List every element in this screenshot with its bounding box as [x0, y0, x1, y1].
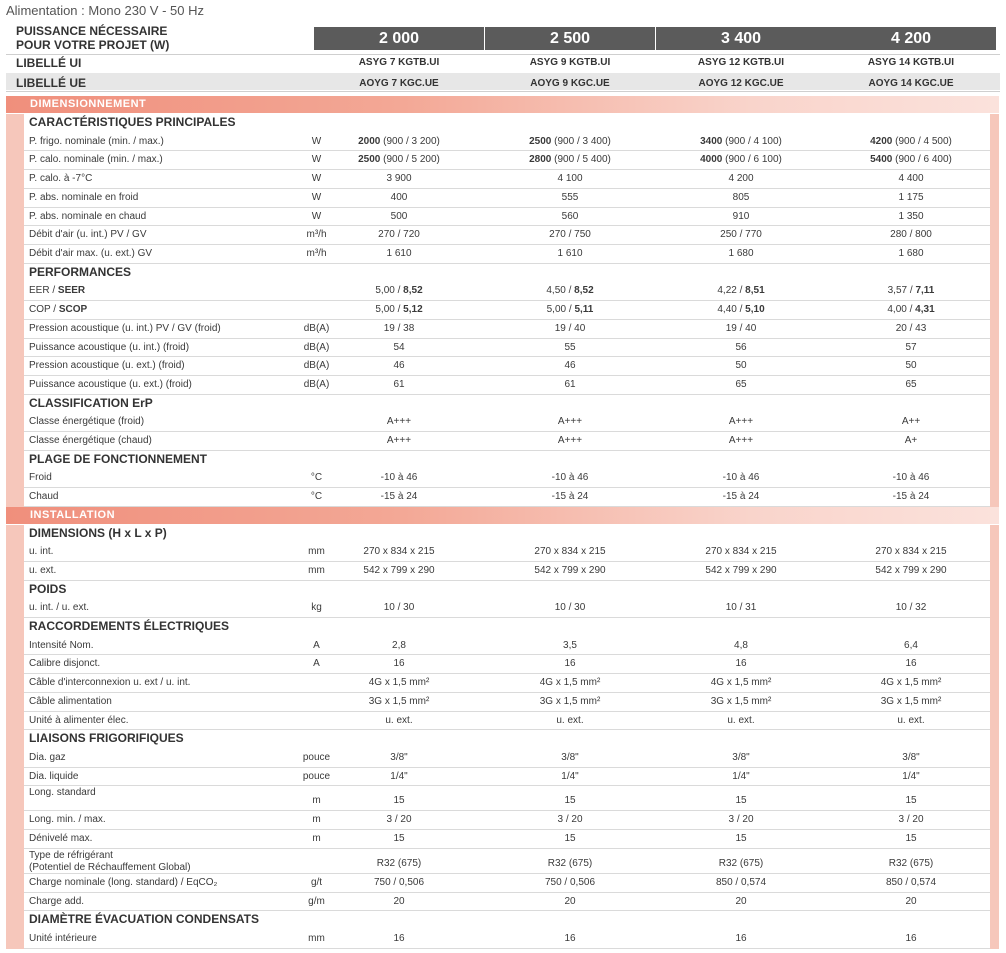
cell-value: u. ext. — [727, 714, 755, 726]
cell-value: A+++ — [386, 435, 412, 446]
table-row — [24, 208, 990, 227]
cell-value: 19 / 38 — [383, 322, 415, 334]
row-unit: m³/h — [306, 229, 327, 241]
row-unit: pouce — [302, 751, 331, 763]
table-row — [24, 151, 990, 170]
row-label: Pression acoustique (u. ext.) (froid) — [29, 360, 185, 372]
cell-value: 16 — [564, 932, 576, 944]
cell-value: 910 — [732, 210, 750, 222]
cell-value: 400 — [390, 191, 408, 203]
row-label: Dia. gaz — [29, 751, 66, 763]
row-unit: A — [313, 639, 320, 651]
row-unit: mm — [308, 565, 325, 576]
cell-value: 65 — [735, 379, 747, 390]
row-unit: W — [311, 191, 322, 203]
table-row — [24, 301, 990, 320]
cell-value: A+++ — [728, 416, 754, 428]
row-label: Câble d'interconnexion u. ext / u. int. — [29, 677, 191, 688]
ue-model-code: AOYG 12 KGC.UE — [698, 78, 784, 89]
section-side-bar — [6, 114, 24, 507]
row-label: Puissance acoustique (u. int.) (froid) — [29, 341, 190, 353]
cell-value: A+++ — [728, 435, 754, 446]
table-row — [24, 226, 990, 245]
row-unit: m — [312, 795, 321, 807]
ue-model-code: AOYG 9 KGC.UE — [530, 78, 610, 89]
row-label: P. calo. à -7°C — [29, 173, 93, 184]
cell-value: 5,00 / 5,12 — [375, 304, 423, 315]
cell-value: A++ — [901, 416, 921, 428]
power-header: 3 400 — [656, 27, 826, 50]
cell-value: 1/4" — [561, 770, 579, 782]
row-label: u. ext. — [29, 565, 57, 576]
row-label: Chaud — [29, 491, 59, 502]
cell-value: 3 900 — [386, 173, 412, 184]
row-unit: g/m — [308, 895, 325, 907]
table-row — [24, 320, 990, 339]
cell-value: 542 x 799 x 290 — [363, 565, 435, 576]
row-unit: pouce — [302, 770, 331, 782]
cell-value: 16 — [735, 658, 747, 670]
ui-model-code: ASYG 7 KGTB.UI — [358, 57, 440, 68]
table-row — [24, 693, 990, 712]
table-row — [24, 655, 990, 674]
table-row — [24, 874, 990, 893]
cell-value: 16 — [905, 932, 917, 944]
cell-value: 750 / 0,506 — [544, 876, 596, 888]
cell-value: 50 — [905, 360, 917, 372]
group-title: PLAGE DE FONCTIONNEMENT — [29, 451, 208, 466]
cell-value: 3G x 1,5 mm² — [880, 695, 942, 707]
row-unit: W — [311, 135, 322, 147]
cell-value: -10 à 46 — [551, 472, 589, 484]
cell-value: 15 — [905, 833, 917, 844]
row-unit: m³/h — [306, 248, 327, 259]
cell-value: 6,4 — [904, 639, 918, 651]
cell-value: R32 (675) — [888, 857, 934, 869]
ui-model-code: ASYG 14 KGTB.UI — [867, 57, 955, 68]
row-unit: g/t — [310, 876, 323, 888]
row-label: Charge nominale (long. standard) / EqCO₂ — [29, 876, 218, 888]
table-row — [24, 786, 990, 811]
cell-value: 1 175 — [898, 191, 924, 203]
cell-value: 3,57 / 7,11 — [887, 285, 935, 297]
row-label: Long. standard — [29, 787, 96, 799]
cell-value: 3 / 20 — [728, 814, 754, 826]
cell-value: 20 — [393, 895, 405, 907]
table-row — [24, 282, 990, 301]
row-unit: W — [311, 173, 322, 184]
row-label: Câble alimentation — [29, 695, 112, 707]
table-row — [24, 674, 990, 693]
cell-value: 3G x 1,5 mm² — [710, 695, 772, 707]
table-row — [24, 893, 990, 912]
cell-value: 1/4" — [902, 770, 920, 782]
table-row — [24, 339, 990, 358]
group-title: PERFORMANCES — [29, 264, 132, 279]
cell-value: 1 610 — [386, 248, 412, 259]
cell-value: 15 — [735, 833, 747, 844]
row-unit: dB(A) — [303, 322, 330, 334]
cell-value: 19 / 40 — [725, 322, 757, 334]
cell-value: u. ext. — [556, 714, 584, 726]
row-label: P. calo. nominale (min. / max.) — [29, 154, 163, 166]
table-row — [24, 413, 990, 432]
cell-value: 1 350 — [898, 210, 924, 222]
ui-label: LIBELLÉ UI — [16, 56, 82, 70]
row-label: Froid — [29, 472, 52, 484]
row-label: P. frigo. nominale (min. / max.) — [29, 135, 164, 147]
cell-value: 10 / 30 — [383, 602, 415, 614]
cell-value: 15 — [393, 833, 405, 844]
table-row — [24, 849, 990, 874]
power-header: 2 000 — [314, 27, 484, 50]
cell-value: 4 400 — [898, 173, 924, 184]
cell-value: 5400 (900 / 6 400) — [870, 154, 952, 166]
cell-value: 4,22 / 8,51 — [717, 285, 765, 297]
cell-value: 65 — [905, 379, 917, 390]
table-row — [24, 599, 990, 618]
cell-value: 4,40 / 5,10 — [717, 304, 765, 315]
row-unit: dB(A) — [303, 360, 330, 372]
row-label: Long. min. / max. — [29, 814, 106, 826]
row-unit: W — [311, 210, 322, 222]
cell-value: 542 x 799 x 290 — [534, 565, 606, 576]
cell-value: 20 — [905, 895, 917, 907]
cell-value: 270 / 720 — [378, 229, 420, 241]
cell-value: -15 à 24 — [722, 491, 760, 502]
cell-value: 542 x 799 x 290 — [875, 565, 947, 576]
cell-value: 15 — [564, 833, 576, 844]
cell-value: 61 — [393, 379, 405, 390]
cell-value: A+++ — [386, 416, 412, 428]
cell-value: 54 — [393, 341, 405, 353]
cell-value: 16 — [564, 658, 576, 670]
cell-value: 61 — [564, 379, 576, 390]
group-title: DIMENSIONS (H x L x P) — [29, 525, 167, 540]
table-row — [24, 469, 990, 488]
cell-value: 2,8 — [392, 639, 406, 651]
cell-value: 10 / 32 — [895, 602, 927, 614]
row-unit: °C — [310, 472, 323, 484]
cell-value: 4 100 — [557, 173, 583, 184]
cell-value: 15 — [735, 795, 747, 807]
table-row — [24, 811, 990, 830]
cell-value: 1/4" — [732, 770, 750, 782]
group-title: CLASSIFICATION ErP — [29, 395, 153, 410]
row-unit: dB(A) — [303, 379, 330, 390]
row-label: Pression acoustique (u. int.) PV / GV (froid) — [29, 322, 221, 334]
cell-value: A+ — [904, 435, 918, 446]
cell-value: 4200 (900 / 4 500) — [870, 135, 952, 147]
row-unit: dB(A) — [303, 341, 330, 353]
table-row — [24, 189, 990, 208]
cell-value: 270 x 834 x 215 — [875, 546, 947, 558]
group-title: CARACTÉRISTIQUES PRINCIPALES — [29, 115, 236, 129]
row-label: Type de réfrigérant (Potentiel de Réchauffement Global) — [29, 849, 191, 873]
row-label: u. int. — [29, 546, 54, 558]
row-label: P. abs. nominale en chaud — [29, 210, 147, 222]
table-row — [24, 543, 990, 562]
table-row — [24, 245, 990, 264]
cell-value: 10 / 30 — [554, 602, 586, 614]
cell-value: R32 (675) — [376, 857, 422, 869]
cell-value: 20 — [735, 895, 747, 907]
row-unit: kg — [311, 602, 322, 614]
row-unit: mm — [308, 546, 325, 558]
cell-value: -10 à 46 — [722, 472, 760, 484]
cell-value: 4,00 / 4,31 — [887, 304, 935, 315]
row-label: Dia. liquide — [29, 770, 79, 782]
cell-value: 4G x 1,5 mm² — [539, 677, 601, 688]
cell-value: 2000 (900 / 3 200) — [358, 135, 440, 147]
row-label: EER / SEER — [29, 285, 86, 297]
cell-value: 15 — [393, 795, 405, 807]
section-header: INSTALLATION — [6, 507, 999, 524]
ue-model-code: AOYG 14 KGC.UE — [868, 78, 954, 89]
cell-value: 2500 (900 / 3 400) — [529, 135, 611, 147]
section-side-bar — [6, 525, 24, 949]
cell-value: 46 — [393, 360, 405, 372]
cell-value: 56 — [735, 341, 747, 353]
cell-value: 805 — [732, 191, 750, 203]
table-row — [24, 637, 990, 656]
cell-value: 3G x 1,5 mm² — [368, 695, 430, 707]
cell-value: 3/8" — [732, 751, 750, 763]
cell-value: u. ext. — [897, 714, 925, 726]
cell-value: 270 x 834 x 215 — [534, 546, 606, 558]
cell-value: 3G x 1,5 mm² — [539, 695, 601, 707]
ue-model-code: AOYG 7 KGC.UE — [359, 78, 439, 89]
row-unit: m — [312, 833, 321, 844]
cell-value: 3/8" — [902, 751, 920, 763]
cell-value: 20 / 43 — [895, 322, 927, 334]
group-title: DIAMÈTRE ÉVACUATION CONDENSATS — [29, 912, 260, 927]
row-label: Unité intérieure — [29, 932, 97, 944]
cell-value: 57 — [905, 341, 917, 353]
row-label: P. abs. nominale en froid — [29, 191, 139, 203]
cell-value: 55 — [564, 341, 576, 353]
cell-value: 2500 (900 / 5 200) — [358, 154, 440, 166]
cell-value: 20 — [564, 895, 576, 907]
cell-value: 15 — [564, 795, 576, 807]
row-label: Débit d'air max. (u. ext.) GV — [29, 248, 153, 259]
row-label: COP / SCOP — [29, 304, 88, 315]
row-unit: °C — [310, 491, 323, 502]
table-row — [24, 830, 990, 849]
cell-value: 1 610 — [557, 248, 583, 259]
row-label: Unité à alimenter élec. — [29, 714, 129, 726]
cell-value: A+++ — [557, 416, 583, 428]
cell-value: 1 680 — [898, 248, 924, 259]
cell-value: 10 / 31 — [725, 602, 757, 614]
cell-value: 3/8" — [390, 751, 408, 763]
row-label: Puissance acoustique (u. ext.) (froid) — [29, 379, 192, 390]
ui-model-code: ASYG 9 KGTB.UI — [529, 57, 611, 68]
cell-value: 19 / 40 — [554, 322, 586, 334]
cell-value: -10 à 46 — [892, 472, 930, 484]
cell-value: 750 / 0,506 — [373, 876, 425, 888]
cell-value: 270 / 750 — [549, 229, 591, 241]
cell-value: 4G x 1,5 mm² — [368, 677, 430, 688]
row-label: Débit d'air (u. int.) PV / GV — [29, 229, 147, 241]
row-label: Intensité Nom. — [29, 639, 94, 651]
cell-value: 542 x 799 x 290 — [705, 565, 777, 576]
cell-value: 3/8" — [561, 751, 579, 763]
table-row — [24, 133, 990, 152]
cell-value: u. ext. — [385, 714, 413, 726]
cell-value: 500 — [390, 210, 408, 222]
cell-value: 4000 (900 / 6 100) — [700, 154, 782, 166]
cell-value: -15 à 24 — [380, 491, 418, 502]
cell-value: 3400 (900 / 4 100) — [700, 135, 782, 147]
power-header: 4 200 — [826, 27, 996, 50]
cell-value: 560 — [561, 210, 579, 222]
group-title: LIAISONS FRIGORIFIQUES — [29, 731, 184, 746]
table-row — [24, 488, 990, 507]
row-unit: mm — [308, 932, 325, 944]
section-header: DIMENSIONNEMENT — [6, 96, 999, 113]
table-row — [24, 432, 990, 451]
table-row — [24, 768, 990, 787]
cell-value: 270 x 834 x 215 — [363, 546, 435, 558]
cell-value: -15 à 24 — [892, 491, 930, 502]
cell-value: 3,5 — [563, 639, 577, 651]
table-row — [24, 376, 990, 395]
cell-value: 4,50 / 8,52 — [546, 285, 594, 297]
row-label: Dénivelé max. — [29, 833, 93, 844]
cell-value: 555 — [561, 191, 579, 203]
row-unit: A — [313, 658, 320, 670]
cell-value: 16 — [905, 658, 917, 670]
row-label: Classe énergétique (froid) — [29, 416, 145, 428]
table-row — [24, 930, 990, 949]
cell-value: 15 — [905, 795, 917, 807]
row-unit: W — [311, 154, 322, 166]
power-header: 2 500 — [485, 27, 655, 50]
cell-value: 850 / 0,574 — [715, 876, 767, 888]
row-label: Charge add. — [29, 895, 85, 907]
cell-value: 3 / 20 — [557, 814, 583, 826]
table-row — [24, 712, 990, 731]
table-row — [24, 170, 990, 189]
cell-value: 4 200 — [728, 173, 754, 184]
cell-value: 1 680 — [728, 248, 754, 259]
cell-value: 5,00 / 5,11 — [546, 304, 594, 315]
cell-value: 16 — [735, 932, 747, 944]
cell-value: R32 (675) — [547, 857, 593, 869]
cell-value: 3 / 20 — [386, 814, 412, 826]
group-title: POIDS — [29, 581, 67, 596]
cell-value: 4G x 1,5 mm² — [880, 677, 942, 688]
row-label: Classe énergétique (chaud) — [29, 435, 152, 446]
cell-value: 270 x 834 x 215 — [705, 546, 777, 558]
cell-value: 2800 (900 / 5 400) — [529, 154, 611, 166]
cell-value: 50 — [735, 360, 747, 372]
table-row — [24, 357, 990, 376]
cell-value: 4G x 1,5 mm² — [710, 677, 772, 688]
table-row — [24, 562, 990, 581]
table-row — [24, 749, 990, 768]
power-label: PUISSANCE NÉCESSAIRE POUR VOTRE PROJET (W) — [16, 24, 170, 52]
cell-value: -15 à 24 — [551, 491, 589, 502]
ui-model-code: ASYG 12 KGTB.UI — [697, 57, 785, 68]
group-title: RACCORDEMENTS ÉLECTRIQUES — [29, 619, 230, 633]
cell-value: 1/4" — [390, 770, 408, 782]
cell-value: 16 — [393, 658, 405, 670]
cell-value: R32 (675) — [718, 857, 764, 869]
cell-value: 16 — [393, 932, 405, 944]
row-label: u. int. / u. ext. — [29, 602, 90, 614]
row-label: Calibre disjonct. — [29, 658, 101, 670]
cell-value: 850 / 0,574 — [885, 876, 937, 888]
cell-value: 250 / 770 — [720, 229, 762, 241]
ue-label: LIBELLÉ UE — [16, 76, 87, 90]
cell-value: A+++ — [557, 435, 583, 446]
cell-value: 4,8 — [734, 639, 748, 651]
cell-value: -10 à 46 — [380, 472, 418, 484]
supply-label: Alimentation : Mono 230 V - 50 Hz — [6, 3, 204, 18]
cell-value: 280 / 800 — [890, 229, 932, 241]
row-unit: m — [312, 814, 321, 826]
cell-value: 5,00 / 8,52 — [375, 285, 423, 297]
cell-value: 46 — [564, 360, 576, 372]
cell-value: 3 / 20 — [898, 814, 924, 826]
